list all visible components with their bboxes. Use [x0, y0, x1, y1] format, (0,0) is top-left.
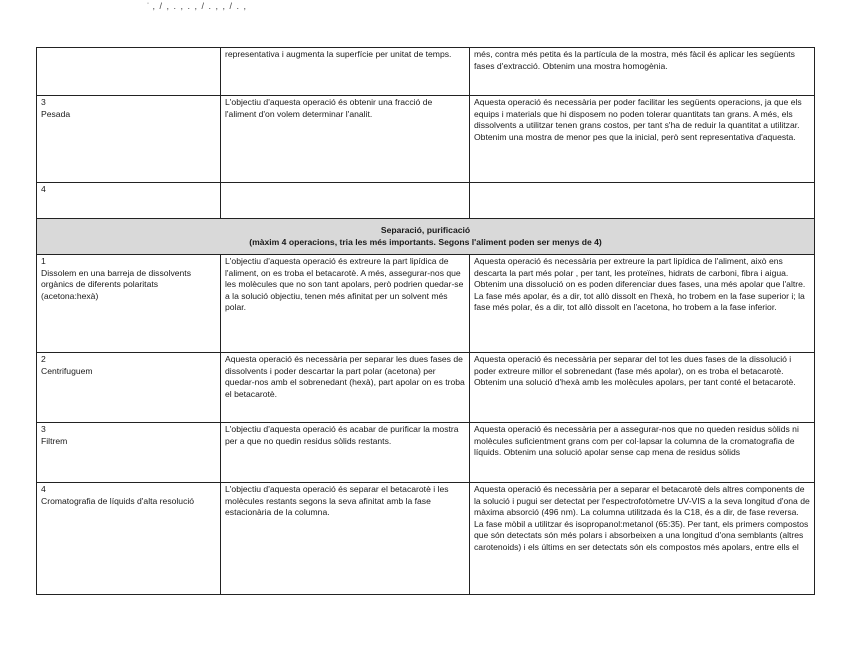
- step-number: 1: [41, 256, 46, 266]
- step-cell: [37, 183, 221, 219]
- step-cell: [37, 96, 221, 183]
- step-cell: [37, 48, 221, 96]
- objective-cell: [221, 183, 470, 219]
- objective-cell: L'objectiu d'aquesta operació és separar el betacarotè i les molècules restants segons la seva afinitat amb la fase estacionària de la columna.: [221, 483, 470, 595]
- step-number: 3: [41, 424, 46, 434]
- objective-cell: L'objectiu d'aquesta operació és extreure la part lipídica de l'aliment, on es troba el betacarotè. A més, assegurar-nos que les molècules que no son tant apolars, però podrien quedar-se a la solució objectiu, tenen més afinitat per un solvent més polar.: [221, 255, 470, 353]
- step-number: 3: [41, 97, 46, 107]
- section-header-row: [37, 219, 815, 255]
- justification-cell: Aquesta operació és necessària per a separar el betacarotè dels altres components de la solució i pugui ser detectat per l'espectrofotòmetre UV-VIS a la seva longitud d'ona de màxima absorció (496 nm). La columna utilitzada és la C18, és a dir, de fase reversa. La fase mòbil a utilitzar és isopropanol:metanol (65:35). Per tant, els primers compostos que són detectats són més polars i absorbeixen a una longitud d'ona semblants (altres carotenoids) i els últims en ser detectats són els compostos més apolars, entre ells el: [470, 483, 815, 595]
- table-row: [37, 48, 815, 96]
- procedure-table: [36, 47, 815, 595]
- step-name: Cromatografia de líquids d'alta resolució: [41, 495, 195, 506]
- step-cell: [37, 353, 221, 423]
- step-name: Filtrem: [41, 435, 68, 446]
- justification-cell: Aquesta operació és necessària per separar del tot les dues fases de la dissolució i poder extreure millor el sobrenedant (fase més apolar), on es troba el betacarotè. Obtenim una solució d'hexà amb les molècules apolars, per tant conté el betacarotè.: [470, 353, 815, 423]
- objective-cell: representativa i augmenta la superfície per unitat de temps.: [221, 48, 470, 96]
- table-row: [37, 96, 815, 183]
- justification-cell: Aquesta operació és necessària per extreure la part lipídica de l'aliment, això ens descarta la part més polar , per tant, les proteïnes, hidrats de carboni, fibra i aigua. Obtenim una dissolució on es poden diferenciar dues fases, una més apolar que l'altre. La fase més apolar, és a dir, tot allò dissolt en l'hexà, ho trobem en la fase superior i; la fase més polar, és a dir, tot allò dissolt en l'acetona, ho trobem a la fase inferior.: [470, 255, 815, 353]
- step-name: Centrifuguem: [41, 365, 93, 376]
- objective-cell: Aquesta operació és necessària per separar les dues fases de dissolvents i poder descartar la part polar (acetona) per quedar-nos amb el sobrenedant (hexà), part apolar on es troba el betacarotè.: [221, 353, 470, 423]
- step-cell: [37, 423, 221, 483]
- justification-cell: Aquesta operació és necessària per poder facilitar les següents operacions, ja que els equips i materials que hi disposem no poden tolerar quantitats tan grans. A més, els dissolvents a utilitzar tenen grans costos, per tant s'ha de reduir la quantitat a utilitzar. Obtenim una mostra de menor pes que la inicial, però sent representativa d'aquesta.: [470, 96, 815, 183]
- section-title: Separació, purificació: [380, 225, 471, 236]
- justification-cell: [470, 183, 815, 219]
- step-cell: [37, 255, 221, 353]
- step-name: Dissolem en una barreja de dissolvents orgànics de diferents polaritats (acetona:hexà): [41, 267, 191, 301]
- objective-cell: L'objectiu d'aquesta operació és acabar de purificar la mostra per a que no quedin residus sòlids restants.: [221, 423, 470, 483]
- cropped-previous-line: ̇ , / , . , . , / . , , / . ,: [148, 1, 248, 11]
- table-row: [37, 423, 815, 483]
- objective-cell: L'objectiu d'aquesta operació és obtenir una fracció de l'aliment d'on volem determinar l'analit.: [221, 96, 470, 183]
- step-cell: [37, 483, 221, 595]
- justification-cell: Aquesta operació és necessària per a assegurar-nos que no queden residus sòlids ni molècules suficientment grans com per col·lapsar la columna de la cromatografia de líquids. Obtenim una solució apolar sense cap mena de residus sòlids: [470, 423, 815, 483]
- table-row: [37, 255, 815, 353]
- section-header: [37, 219, 815, 255]
- justification-cell: més, contra més petita és la partícula de la mostra, més fàcil és aplicar les següents fases d'extracció. Obtenim una mostra homogènia.: [470, 48, 815, 96]
- table-row: [37, 483, 815, 595]
- step-number: 4: [41, 184, 46, 194]
- step-number: 4: [41, 484, 46, 494]
- step-name: Pesada: [41, 108, 71, 119]
- step-number: 2: [41, 354, 46, 364]
- section-note: (màxim 4 operacions, tria les més importants. Segons l'aliment poden ser menys de 4): [249, 237, 602, 247]
- table-row: [37, 183, 815, 219]
- table-row: [37, 353, 815, 423]
